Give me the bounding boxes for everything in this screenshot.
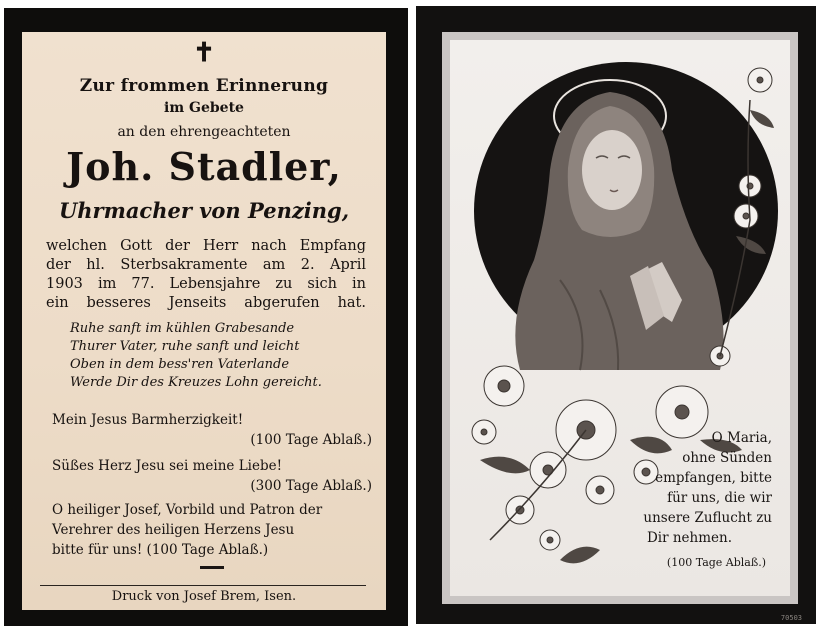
divider-dash [200,566,224,569]
verse-line: Oben in dem bess'ren Vaterlande [70,357,290,372]
card-paper [22,32,386,610]
heading-line-2: im Gebete [164,100,244,116]
prayer-1 [52,410,372,450]
prayer-2 [52,456,372,496]
prayer-text: O heiliger Josef, Vorbild und Patron der [52,502,323,518]
deceased-name: Joh. Stadler, [66,144,342,189]
card-frame [442,32,798,604]
occupation: Uhrmacher von Penzing, [58,198,350,223]
card-paper [450,40,790,596]
paragraph-line: der hl. Sterbsakramente am 2. April [46,257,366,273]
prayer-text: Mein Jesus Barmherzigkeit! [52,412,244,428]
prayer-line: empfangen, bitte [655,470,772,486]
printer-credit: Druck von Josef Brem, Isen. [111,589,297,604]
verse-line: Ruhe sanft im kühlen Grabesande [70,321,295,336]
prayer-line: ohne Sünden [682,450,772,466]
prayer-line: für uns, die wir [667,490,772,506]
obituary-paragraph [46,237,366,313]
marian-prayer [562,428,772,548]
prayer-line: Dir nehmen. [646,530,732,546]
prayer-line: unsere Zuflucht zu [643,510,772,526]
paragraph-line: ein besseres Jenseits abgerufen hat. [46,295,366,311]
divider-rule [40,585,366,586]
verse [70,320,370,392]
paragraph-line: welchen Gott der Herr nach Empfang [46,238,366,254]
print-number: 70503 [780,614,802,622]
paragraph-line: 1903 im 77. Lebensjahre zu sich in [46,276,366,292]
prayer-ablass: (100 Tage Ablaß.) [250,432,372,448]
prayer-ablass: (100 Tage Ablaß.) [666,556,766,569]
heading-line-3: an den ehrengeachteten [117,124,291,140]
prayer-line: O Maria, [711,430,772,446]
cross-icon: ✝ [193,38,215,68]
prayer-3 [52,500,372,560]
prayer-ablass: (300 Tage Ablaß.) [250,478,372,494]
verse-line: Thurer Vater, ruhe sanft und leicht [70,339,300,354]
prayer-text: Verehrer des heiligen Herzens Jesu [52,522,295,538]
memorial-card-back [416,6,816,624]
prayer-text: bitte für uns! (100 Tage Ablaß.) [52,542,269,558]
heading-line-1: Zur frommen Erinnerung [79,76,329,96]
prayer-text: Süßes Herz Jesu sei meine Liebe! [52,458,283,474]
memorial-card-front [4,8,408,626]
verse-line: Werde Dir des Kreuzes Lohn gereicht. [70,375,322,390]
